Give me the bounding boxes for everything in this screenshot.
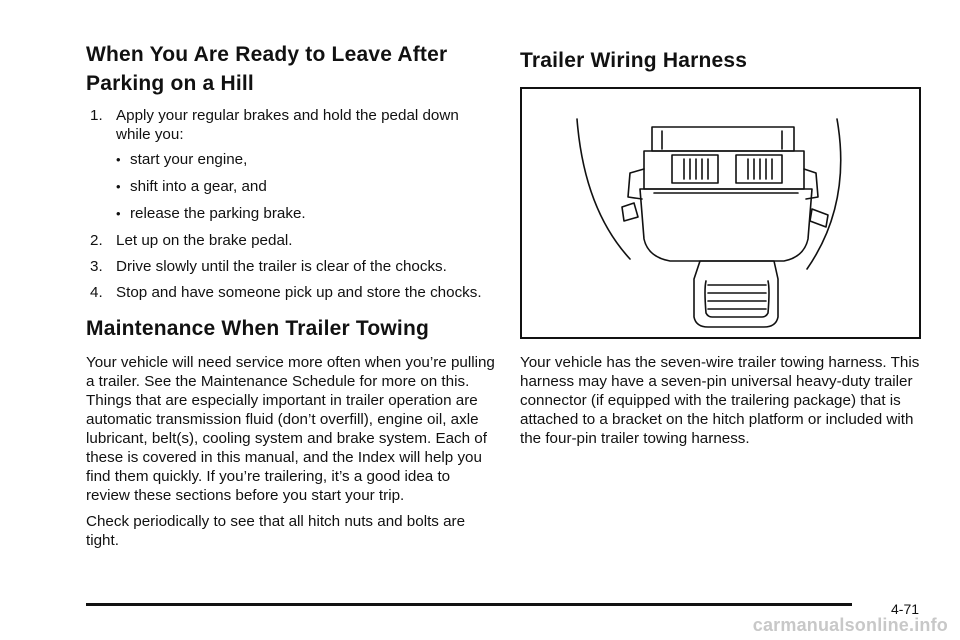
heading-trailer-wiring: Trailer Wiring Harness bbox=[520, 49, 748, 72]
step-number: 3. bbox=[90, 258, 103, 275]
bullet-list bbox=[116, 150, 496, 223]
hitch-check-paragraph: Check periodically to see that all hitch nuts and bolts are tight. bbox=[86, 513, 466, 549]
page-number: 4-71 bbox=[891, 601, 920, 617]
step-number: 2. bbox=[90, 232, 103, 249]
step-text: Stop and have someone pick up and store the chocks. bbox=[116, 284, 482, 301]
heading-leave-after-parking: When You Are Ready to Leave After Parking on a Hill bbox=[86, 43, 448, 95]
step-number: 4. bbox=[90, 284, 103, 301]
watermark: carmanualsonline.info bbox=[752, 615, 948, 635]
heading-maintenance-towing: Maintenance When Trailer Towing bbox=[86, 317, 430, 340]
footer-rule bbox=[86, 603, 852, 606]
left-column bbox=[86, 40, 496, 550]
right-column bbox=[520, 40, 925, 448]
steps-list bbox=[86, 106, 496, 302]
step-text: Let up on the brake pedal. bbox=[116, 232, 293, 249]
bullet-icon: • bbox=[116, 206, 121, 221]
maintenance-paragraph: Your vehicle will need service more often when you’re pulling a trailer. See the Maintenance Schedule for more on this. Things that are especially important in trailer operation are automatic transmission fluid (don’t overfill), engine oil, axle lubricant, belt(s), cooling system and brake system. Each of these is covered in this manual, and the Index will help you find them quickly. If you’re trailering, it’s a good idea to review these sections before you start your trip. bbox=[86, 354, 495, 504]
step-number: 1. bbox=[90, 107, 103, 124]
step-1 bbox=[86, 106, 496, 223]
bullet-icon: • bbox=[116, 152, 121, 167]
bullet-item: • release the parking brake. bbox=[116, 205, 306, 222]
step-4 bbox=[86, 283, 496, 302]
bullet-icon: • bbox=[116, 179, 121, 194]
step-3 bbox=[86, 257, 496, 276]
bullet-item: • start your engine, bbox=[116, 151, 248, 168]
harness-illustration bbox=[520, 87, 921, 339]
wiring-paragraph: Your vehicle has the seven-wire trailer towing harness. This harness may have a seven-pin universal heavy-duty trailer connector (if equipped with the trailering package) that is attached to a bracket on the hitch platform or included with the four-pin trailer towing harness. bbox=[520, 354, 920, 447]
step-text: Drive slowly until the trailer is clear of the chocks. bbox=[116, 258, 447, 275]
step-2 bbox=[86, 231, 496, 250]
bullet-item: • shift into a gear, and bbox=[116, 178, 267, 195]
step-text: Apply your regular brakes and hold the pedal down while you: bbox=[116, 107, 459, 143]
trailer-connector-icon bbox=[522, 89, 919, 337]
